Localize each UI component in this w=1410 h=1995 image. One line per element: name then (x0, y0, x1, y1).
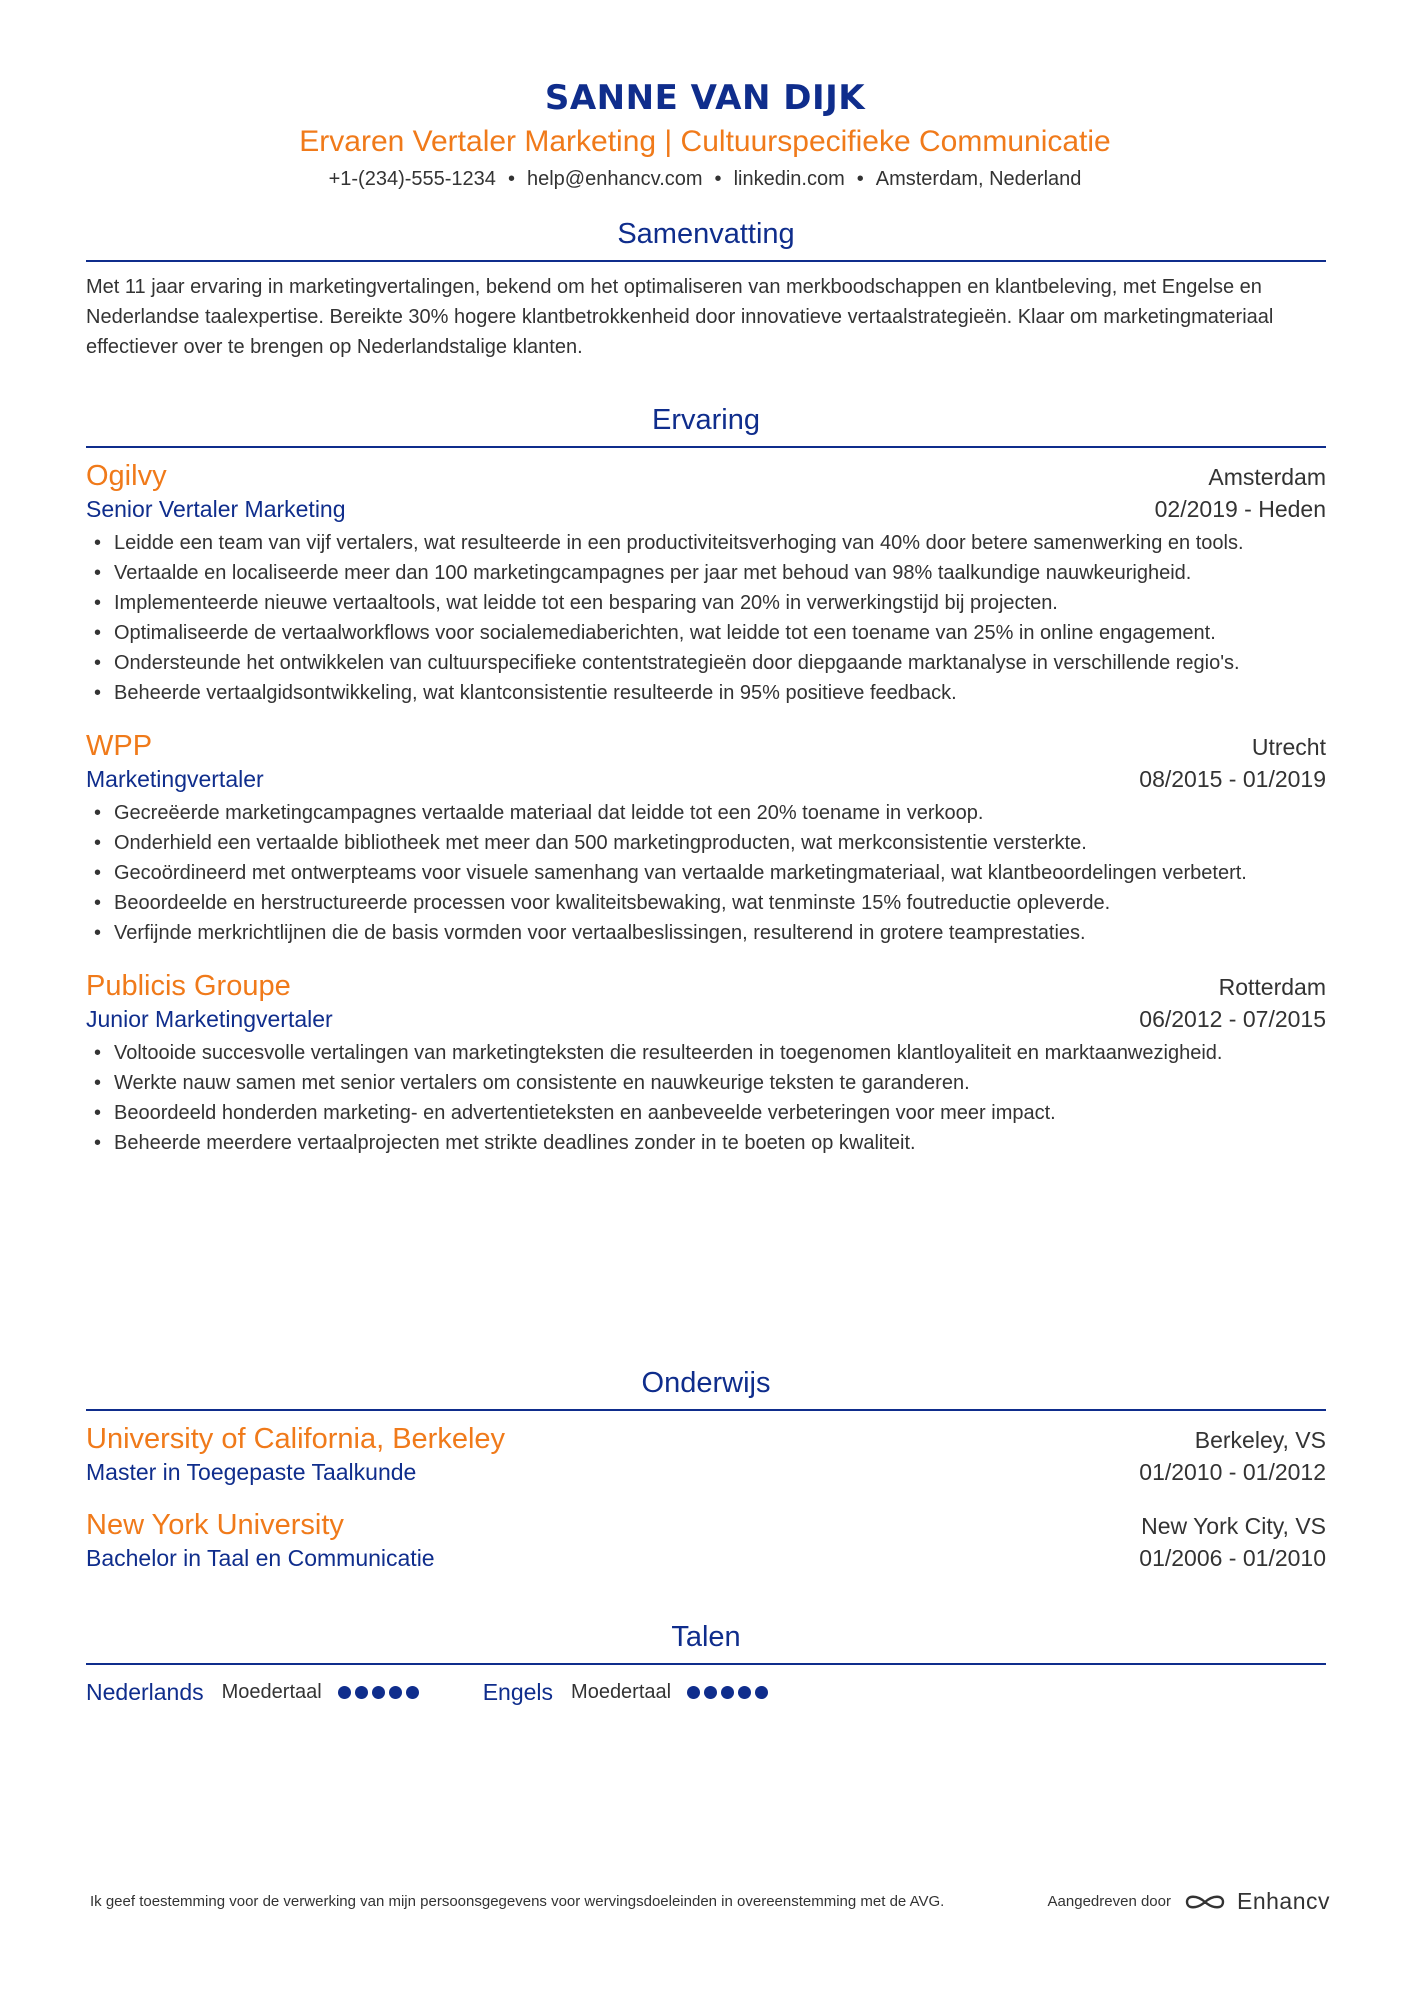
rating-dot (687, 1686, 700, 1699)
languages-list (86, 1679, 1326, 1706)
bullet-item: • Beoordeeld honderden marketing- en advertentieteksten en aanbeveelde verbeteringen voor meer impact. (86, 1098, 1326, 1128)
language-item (483, 1679, 772, 1706)
job-subheader-row (86, 764, 1326, 794)
education-section (86, 1366, 1326, 1573)
language-name: Engels (482, 1679, 554, 1705)
rating-dot (355, 1686, 368, 1699)
bullet-item: • Implementeerde nieuwe vertaaltools, wat leidde tot een besparing van 20% in verwerkingstijd bij projecten. (86, 588, 1326, 618)
job-company: Publicis Groupe (86, 970, 291, 1002)
contact-line (0, 166, 1410, 192)
bullet-item: • Vertaalde en localiseerde meer dan 100 marketingcampagnes per jaar met behoud van 98% taalkundige nauwkeurigheid. (86, 558, 1326, 588)
job-bullets (86, 528, 1326, 708)
job-subheader-row (86, 494, 1326, 524)
section-heading-languages: Talen (671, 1621, 741, 1653)
job-header-row (86, 968, 1326, 1004)
contact-email[interactable]: help@enhancv.com (526, 168, 703, 190)
language-rating (338, 1686, 423, 1699)
bullet-item: • Verfijnde merkrichtlijnen die de basis vormden voor vertaalbeslissingen, resulterend in grotere teamprestaties. (86, 918, 1326, 948)
contact-separator: • (856, 168, 864, 190)
enhancv-logo-icon (1183, 1890, 1227, 1914)
job-location: Rotterdam (1218, 974, 1326, 1000)
page-footer (90, 1888, 1330, 1915)
education-dates: 01/2006 - 01/2010 (1139, 1545, 1326, 1571)
job-role: Senior Vertaler Marketing (86, 496, 346, 522)
rating-dot (389, 1686, 402, 1699)
job-header-row (86, 458, 1326, 494)
bullet-item: • Ondersteunde het ontwikkelen van cultuurspecifieke contentstrategieën door diepgaande marktanalyse in verschillende regio's. (86, 648, 1326, 678)
section-divider (86, 446, 1326, 448)
bullet-item: • Beheerde vertaalgidsontwikkeling, wat klantconsistentie resulteerde in 95% positieve feedback. (86, 678, 1326, 708)
section-divider (86, 1663, 1326, 1665)
summary-text: Met 11 jaar ervaring in marketingvertalingen, bekend om het optimaliseren van merkboodschappen en klantbeleving, met Engelse en Nederlandse taalexpertise. Bereikte 30% hogere klantbetrokkenheid door innovatieve vertaalstrategieën. Klaar om marketingmateriaal effectiever over te brengen op Nederlandstalige klanten. (86, 276, 1274, 358)
bullet-item: • Werkte nauw samen met senior vertalers om consistente en nauwkeurige teksten te garanderen. (86, 1068, 1326, 1098)
powered-by (1048, 1888, 1330, 1915)
rating-dot (721, 1686, 734, 1699)
contact-linkedin[interactable]: linkedin.com (733, 168, 845, 190)
job-bullets (86, 1038, 1326, 1158)
contact-separator: • (507, 168, 515, 190)
education-location: New York City, VS (1141, 1513, 1326, 1539)
job-dates: 06/2012 - 07/2015 (1139, 1006, 1326, 1032)
rating-dot (372, 1686, 385, 1699)
section-heading-experience: Ervaring (652, 404, 760, 436)
language-level: Moedertaal (221, 1681, 322, 1703)
language-level: Moedertaal (571, 1681, 672, 1703)
education-degree: Master in Toegepaste Taalkunde (86, 1459, 417, 1485)
rating-dot (755, 1686, 768, 1699)
job-company: WPP (86, 730, 153, 762)
rating-dot (704, 1686, 717, 1699)
contact-location: Amsterdam, Nederland (875, 168, 1082, 190)
section-heading-summary: Samenvatting (617, 218, 795, 250)
bullet-item: • Voltooide succesvolle vertalingen van marketingteksten die resulteerden in toegenomen klantloyaliteit en marktaanwezigheid. (86, 1038, 1326, 1068)
bullet-item: • Onderhield een vertaalde bibliotheek met meer dan 500 marketingproducten, wat merkconsistentie versterkte. (86, 828, 1326, 858)
education-dates: 01/2010 - 01/2012 (1139, 1459, 1326, 1485)
rating-dot (406, 1686, 419, 1699)
education-degree: Bachelor in Taal en Communicatie (86, 1545, 435, 1571)
education-school: University of California, Berkeley (86, 1423, 506, 1455)
education-subheader-row (86, 1543, 1326, 1573)
education-header-row (86, 1507, 1326, 1543)
summary-section (86, 217, 1326, 362)
education-subheader-row (86, 1457, 1326, 1487)
language-item (86, 1679, 423, 1706)
experience-section (86, 403, 1326, 1158)
section-divider (86, 260, 1326, 262)
language-name: Nederlands (86, 1679, 204, 1705)
education-entry (86, 1421, 1326, 1487)
job-location: Utrecht (1251, 734, 1326, 760)
job-entry (86, 968, 1326, 1158)
candidate-title: Ervaren Vertaler Marketing | Cultuurspecifieke Communicatie (299, 125, 1111, 158)
job-entry (86, 728, 1326, 948)
contact-phone: +1-(234)-555-1234 (328, 168, 496, 190)
bullet-item: • Gecoördineerd met ontwerpteams voor visuele samenhang van vertaalde marketingmateriaal, wat klantbeoordelingen verbetert. (86, 858, 1326, 888)
rating-dot (338, 1686, 351, 1699)
bullet-item: • Leidde een team van vijf vertalers, wat resulteerde in een productiviteitsverhoging van 40% door betere samenwerking en tools. (86, 528, 1326, 558)
job-role: Junior Marketingvertaler (86, 1006, 333, 1032)
job-entry (86, 458, 1326, 708)
contact-separator: • (714, 168, 722, 190)
education-entry (86, 1507, 1326, 1573)
job-location: Amsterdam (1208, 464, 1326, 490)
bullet-item: • Gecreëerde marketingcampagnes vertaalde materiaal dat leidde tot een 20% toename in verkoop. (86, 798, 1326, 828)
languages-section (86, 1620, 1326, 1706)
powered-by-label: Aangedreven door (1047, 1893, 1171, 1910)
job-dates: 08/2015 - 01/2019 (1139, 766, 1326, 792)
language-rating (687, 1686, 772, 1699)
education-header-row (86, 1421, 1326, 1457)
candidate-name: SANNE VAN DIJK (544, 78, 866, 118)
section-heading-education: Onderwijs (641, 1367, 771, 1399)
job-header-row (86, 728, 1326, 764)
education-location: Berkeley, VS (1194, 1427, 1326, 1453)
education-school: New York University (86, 1509, 344, 1541)
bullet-item: • Beheerde meerdere vertaalprojecten met strikte deadlines zonder in te boeten op kwaliteit. (86, 1128, 1326, 1158)
bullet-item: • Optimaliseerde de vertaalworkflows voor socialemediaberichten, wat leidde tot een toename van 25% in online engagement. (86, 618, 1326, 648)
job-subheader-row (86, 1004, 1326, 1034)
brand-name[interactable]: Enhancv (1236, 1888, 1330, 1914)
consent-note: Ik geef toestemming voor de verwerking van mijn persoonsgegevens voor wervingsdoeleinden in overeenstemming met de AVG. (90, 1892, 945, 1910)
job-company: Ogilvy (86, 460, 167, 492)
job-bullets (86, 798, 1326, 948)
rating-dot (738, 1686, 751, 1699)
resume-header (0, 0, 1410, 192)
bullet-item: • Beoordeelde en herstructureerde processen voor kwaliteitsbewaking, wat tenminste 15% foutreductie opleverde. (86, 888, 1326, 918)
section-divider (86, 1409, 1326, 1411)
job-role: Marketingvertaler (86, 766, 264, 792)
job-dates: 02/2019 - Heden (1154, 496, 1326, 522)
